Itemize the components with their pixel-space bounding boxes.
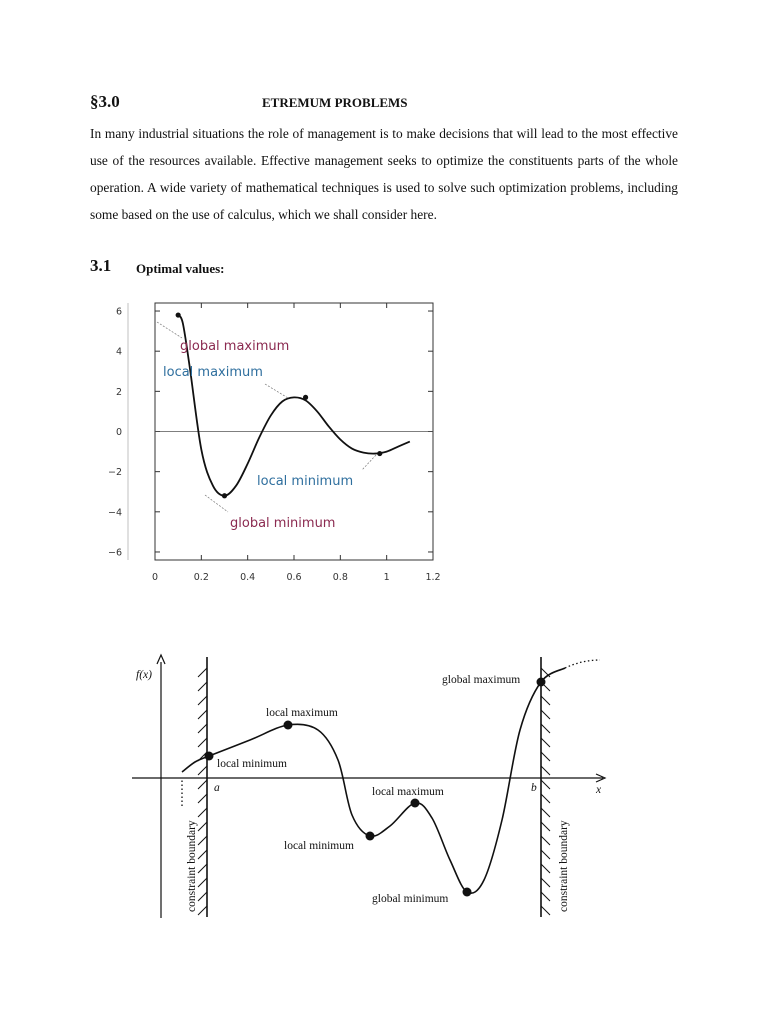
annotation-label: global maximum — [180, 339, 290, 354]
y-tick-label: −4 — [107, 507, 122, 519]
extremum-dot — [537, 678, 546, 687]
y-tick-label: −6 — [107, 547, 122, 559]
wall-hatch — [198, 822, 207, 831]
x-tick-label: 1.2 — [425, 572, 441, 583]
wall-hatch — [541, 794, 550, 803]
point-label: local minimum — [217, 758, 287, 770]
wall-hatch — [541, 710, 550, 719]
extremum-dot — [411, 799, 420, 808]
wall-hatch — [198, 906, 207, 915]
extremum-dot — [284, 721, 293, 730]
x-tick-label: 0 — [151, 572, 159, 583]
annotation-label: global minimum — [230, 516, 336, 531]
wall-hatch — [198, 850, 207, 859]
wall-hatch — [198, 710, 207, 719]
wall-hatch — [541, 836, 550, 845]
wall-hatch — [198, 738, 207, 747]
wall-hatch — [198, 682, 207, 691]
wall-hatch — [541, 724, 550, 733]
wall-hatch — [198, 878, 207, 887]
wall-hatch — [541, 808, 550, 817]
annotation-label: local maximum — [163, 365, 263, 380]
extremum-dot — [205, 752, 214, 761]
wall-hatch — [541, 850, 550, 859]
wall-hatch — [541, 780, 550, 789]
wall-hatch — [541, 822, 550, 831]
wall-hatch — [198, 766, 207, 775]
section-title: ETREMUM PROBLEMS — [262, 95, 408, 110]
subsection-title: Optimal values: — [136, 261, 225, 276]
curve-dotted-right — [565, 660, 600, 668]
wall-hatch — [541, 906, 550, 915]
wall-hatch — [198, 696, 207, 705]
constraint-label-left: constraint boundary — [186, 820, 198, 912]
point-label: global maximum — [442, 674, 521, 686]
intro-paragraph: In many industrial situations the role of management is to make decisions that will lead to the most effective use of the resources available. Effective management seeks to optimize the constituents parts of the whole operation. A wide variety of mathematical techniques is used to solve such optimization problems, including some based on the use of calculus, which we shall consider here. — [90, 126, 678, 222]
section-number: §3.0 — [90, 92, 120, 111]
extremum-dot — [463, 888, 472, 897]
y-tick-label: 0 — [115, 427, 122, 438]
wall-hatch — [198, 724, 207, 733]
x-tick-label: 1 — [383, 572, 390, 583]
extremum-dot — [366, 832, 375, 841]
y-tick-label: −2 — [107, 467, 122, 479]
a-label: a — [214, 782, 220, 794]
wall-hatch — [198, 794, 207, 803]
wall-hatch — [198, 864, 207, 873]
wall-hatch — [541, 878, 550, 887]
annotation-label: local minimum — [257, 474, 354, 489]
fx-axis-label: f(x) — [136, 669, 152, 681]
point-label: local maximum — [266, 707, 338, 719]
point-label: local maximum — [372, 786, 444, 798]
wall-hatch — [541, 738, 550, 747]
x-axis-label: x — [596, 784, 602, 796]
wall-hatch — [541, 752, 550, 761]
b-label: b — [531, 782, 537, 794]
wall-hatch — [198, 808, 207, 817]
subsection-number: 3.1 — [90, 256, 112, 275]
wall-hatch — [541, 892, 550, 901]
wall-hatch — [198, 836, 207, 845]
y-tick-label: 6 — [115, 306, 122, 318]
point-label: global minimum — [372, 893, 449, 905]
diagram-curve — [182, 668, 565, 893]
y-tick-label: 2 — [115, 386, 122, 398]
x-tick-label: 0.8 — [332, 572, 348, 583]
wall-hatch — [198, 668, 207, 677]
wall-hatch — [198, 892, 207, 901]
wall-hatch — [541, 864, 550, 873]
x-tick-label: 0.2 — [193, 572, 209, 583]
wall-hatch — [541, 766, 550, 775]
y-tick-label: 4 — [115, 346, 122, 358]
x-tick-label: 0.6 — [286, 572, 302, 583]
x-tick-label: 0.4 — [240, 572, 256, 583]
point-label: local minimum — [284, 840, 354, 852]
wall-hatch — [541, 696, 550, 705]
wall-hatch — [198, 780, 207, 789]
constraint-label-right: constraint boundary — [558, 820, 570, 912]
